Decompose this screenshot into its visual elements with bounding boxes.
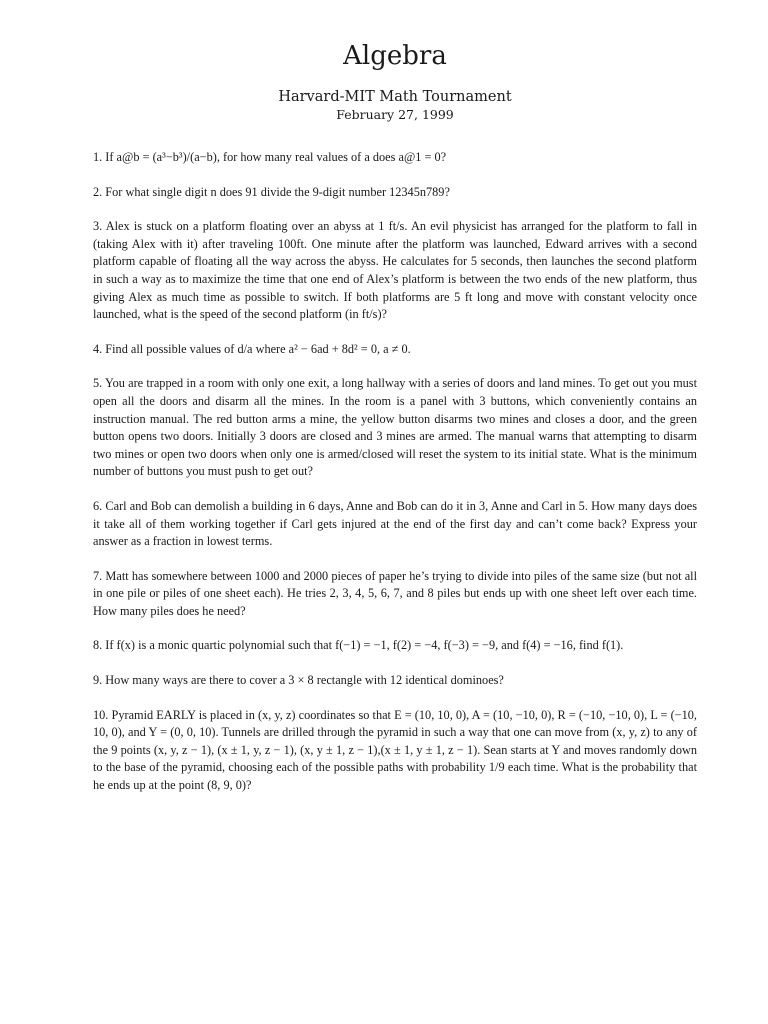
tournament-date: February 27, 1999 bbox=[336, 107, 454, 122]
document-page bbox=[93, 40, 697, 812]
problem-2: 2. For what single digit n does 91 divide the 9-digit number 12345n789? bbox=[93, 184, 450, 199]
problem-7: 7. Matt has somewhere between 1000 and 2000 pieces of paper he’s trying to divide into piles of the same size (but not all in one pile or piles of one sheet each). He tries 2, 3, 4, 5, 6, 7, and 8 piles but ends up with one sheet left over each time. How many piles does he need? bbox=[93, 568, 697, 618]
problem-4: 4. Find all possible values of d/a where a² − 6ad + 8d² = 0, a ≠ 0. bbox=[93, 341, 411, 356]
problem-5: 5. You are trapped in a room with only one exit, a long hallway with a series of doors and land mines. To get out you must open all the doors and disarm all the mines. In the room is a panel with 3 buttons, which conveniently contains an instruction manual. The red button arms a mine, the yellow button disarms two mines and closes a door, and the green button opens two doors. Initially 3 doors are closed and 3 mines are armed. The manual warns that attempting to disarm two mines or open two doors when only one is armed/closed will reset the system to its initial state. What is the minimum number of buttons you must push to get out? bbox=[93, 376, 697, 479]
problem-list bbox=[93, 149, 697, 795]
tournament-name: Harvard-MIT Math Tournament bbox=[278, 89, 512, 105]
problem-6: 6. Carl and Bob can demolish a building in 6 days, Anne and Bob can do it in 3, Anne and Carl in 5. How many days does it take all of them working together if Carl gets injured at the end of the first day and can’t come back? Express your answer as a fraction in lowest terms. bbox=[93, 498, 697, 549]
problem-9: 9. How many ways are there to cover a 3 × 8 rectangle with 12 identical dominoes? bbox=[93, 673, 504, 688]
problem-1: 1. If a@b = (a³−b³)/(a−b), for how many real values of a does a@1 = 0? bbox=[93, 150, 447, 164]
page-title: Algebra bbox=[343, 41, 447, 71]
problem-10: 10. Pyramid EARLY is placed in (x, y, z) coordinates so that E = (10, 10, 0), A = (10, −10, 0), R = (−10, −10, 0), L = (−10, 10, 0), and Y = (0, 0, 10). Tunnels are drilled through the pyramid in such a way that one can move from (x, y, z) to any of the 9 points (x, y, z − 1), (x ± 1, y, z − 1), (x, y ± 1, z − 1),(x ± 1, y ± 1, z − 1). Sean starts at Y and moves randomly down to the base of the pyramid, choosing each of the possible paths with probability 1/9 each time. What is the probability that he ends up at the point (8, 9, 0)? bbox=[93, 707, 697, 793]
problem-3: 3. Alex is stuck on a platform floating over an abyss at 1 ft/s. An evil physicist has arranged for the platform to fall in (taking Alex with it) after traveling 100ft. One minute after the platform was launched, Edward arrives with a second platform capable of floating all the way across the abyss. He calculates for 5 seconds, then launches the second platform in such a way as to maximize the time that one end of Alex’s platform is between the two ends of the new platform, thus giving Alex as much time as possible to switch. If both platforms are 5 ft long and move with constant velocity once launched, what is the speed of the second platform (in ft/s)? bbox=[93, 219, 697, 322]
problem-8: 8. If f(x) is a monic quartic polynomial such that f(−1) = −1, f(2) = −4, f(−3) = −9, and f(4) = −16, find f(1). bbox=[93, 638, 624, 653]
